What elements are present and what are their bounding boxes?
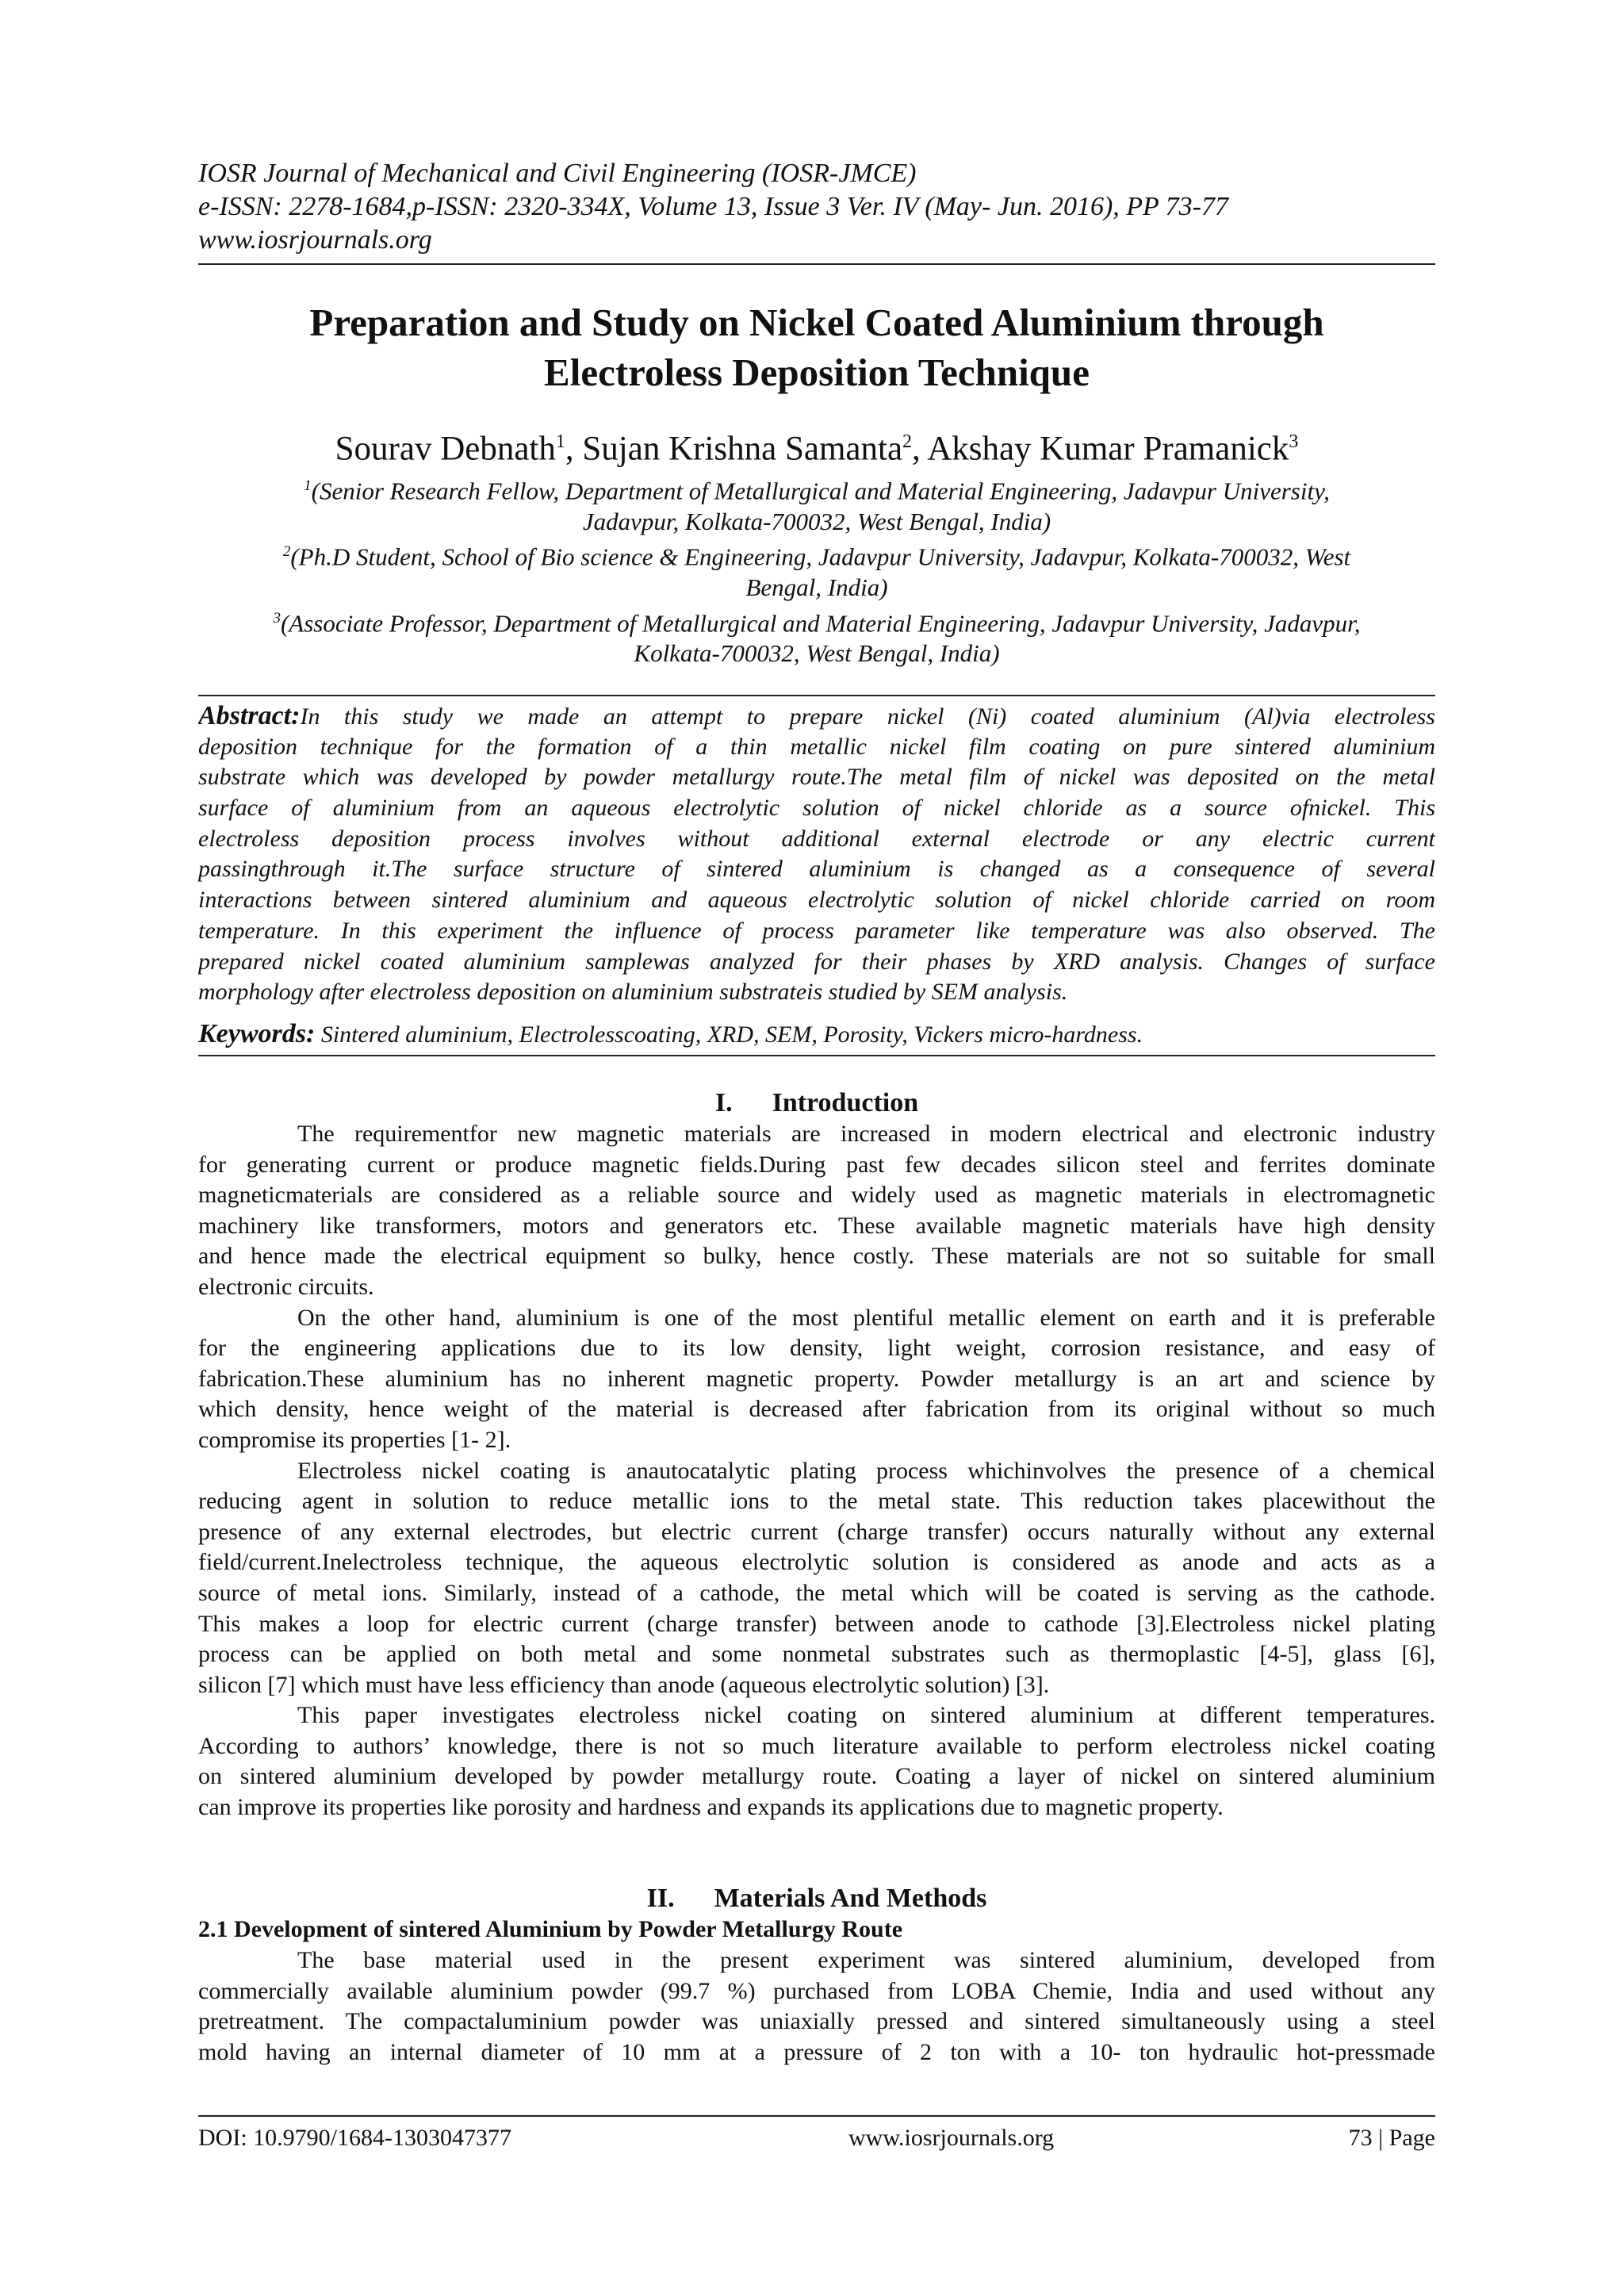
body-line: silicon [7] which must have less efficiency than anode (aqueous electrolytic solution) [3].	[198, 1671, 1050, 1698]
affil-text: (Senior Research Fellow, Department of Metallurgical and Material Engineering, Jadavpur University,	[311, 477, 1330, 505]
body-line: pretreatment. The compactaluminium powder was uniaxially pressed and sintered simultaneously using a steel	[198, 2008, 1435, 2035]
subsection-heading: 2.1 Development of sintered Aluminium by Powder Metallurgy Route	[198, 1916, 903, 1942]
keywords-label: Keywords:	[198, 1019, 316, 1048]
abstract-text: In this study we made an attempt to prepare nickel (Ni) coated aluminium (Al)via electroless	[300, 703, 1435, 730]
affiliation-3-line-2: Kolkata-700032, West Bengal, India)	[634, 639, 1000, 668]
body-line: compromise its properties [1- 2].	[198, 1426, 511, 1453]
body-line: source of metal ions. Similarly, instead of a cathode, the metal which will be coated is serving as the cathode.	[198, 1579, 1435, 1606]
journal-issn: e-ISSN: 2278-1684,p-ISSN: 2320-334X, Volume 13, Issue 3 Ver. IV (May- Jun. 2016), PP 73-77	[198, 192, 1229, 221]
section-title: Introduction	[772, 1088, 919, 1117]
title-line-2: Electroless Deposition Technique	[544, 351, 1090, 394]
header-rule	[198, 263, 1435, 265]
abstract-line	[198, 701, 1435, 732]
affil-mark: 2	[282, 543, 291, 561]
abstract-top-rule	[198, 695, 1435, 696]
section-heading-introduction	[198, 1087, 1435, 1119]
affiliation-2-line-1	[198, 537, 1435, 573]
affiliation-2-line-2: Bengal, India)	[745, 573, 888, 602]
abstract-line: electroless deposition process involves without additional external electrode or any electric current	[198, 825, 1435, 852]
body-line: This paper investigates electroless nickel coating on sintered aluminium at different temperatures.	[297, 1702, 1435, 1729]
paper-title	[198, 297, 1435, 397]
affiliation-3-line-1	[198, 604, 1435, 639]
body-line: field/current.Inelectroless technique, the aqueous electrolytic solution is considered as anode and acts as a	[198, 1549, 1435, 1576]
abstract-label: Abstract:	[198, 701, 301, 730]
body-line: On the other hand, aluminium is one of the most plentiful metallic element on earth and it is preferable	[297, 1304, 1435, 1331]
abstract-line: surface of aluminium from an aqueous electrolytic solution of nickel chloride as a source ofnickel. This	[198, 795, 1435, 822]
journal-name: IOSR Journal of Mechanical and Civil Engineering (IOSR-JMCE)	[198, 159, 917, 188]
section-number: II.	[646, 1884, 675, 1913]
title-line-1: Preparation and Study on Nickel Coated Aluminium through	[309, 301, 1324, 344]
footer-doi[interactable]: DOI: 10.9790/1684-1303047377	[198, 2125, 511, 2151]
body-line: This makes a loop for electric current (charge transfer) between anode to cathode [3].Electroless nickel plating	[198, 1610, 1435, 1637]
body-line: According to authors’ knowledge, there is not so much literature available to perform electroless nickel coating	[198, 1732, 1435, 1759]
author-list: Sourav Debnath$^1$, Sujan Krishna Samanta$^2$, Akshay Kumar Pramanick$^3$	[335, 430, 1299, 468]
body-line: which density, hence weight of the material is decreased after fabrication from its original without so much	[198, 1396, 1435, 1423]
body-line: process can be applied on both metal and some nonmetal substrates such as thermoplastic [4-5], glass [6],	[198, 1641, 1435, 1668]
author-affil-mark: 1	[555, 431, 565, 452]
body-line: The requirementfor new magnetic materials are increased in modern electrical and electronic industry	[297, 1121, 1435, 1147]
body-line: machinery like transformers, motors and generators etc. These available magnetic materials have high density	[198, 1212, 1435, 1239]
author-name: Akshay Kumar Pramanick	[927, 430, 1289, 468]
footer-website[interactable]: www.iosrjournals.org	[848, 2125, 1055, 2151]
body-line: on sintered aluminium developed by powder metallurgy route. Coating a layer of nickel on sintered aluminium	[198, 1763, 1435, 1790]
abstract-line: passingthrough it.The surface structure of sintered aluminium is changed as a consequence of several	[198, 856, 1435, 883]
body-line: for the engineering applications due to its low density, light weight, corrosion resistance, and easy of	[198, 1335, 1435, 1362]
section-heading-materials	[198, 1883, 1435, 1915]
body-line: commercially available aluminium powder (99.7 %) purchased from LOBA Chemie, India and used without any	[198, 1977, 1435, 2004]
keywords-text: Sintered aluminium, Electrolesscoating, XRD, SEM, Porosity, Vickers micro-hardness.	[315, 1022, 1143, 1048]
footer-rule	[198, 2115, 1435, 2117]
affil-text: (Associate Professor, Department of Metallurgical and Material Engineering, Jadavpur University, Jadavpur,	[280, 608, 1361, 637]
affil-text: (Ph.D Student, School of Bio science & Engineering, Jadavpur University, Jadavpur, Kolkata-700032, West	[290, 542, 1351, 571]
affiliation-1-line-1	[198, 471, 1435, 507]
body-line: reducing agent in solution to reduce metallic ions to the metal state. This reduction takes placewithout the	[198, 1488, 1435, 1515]
body-line: presence of any external electrodes, but electric current (charge transfer) occurs naturally without any external	[198, 1518, 1435, 1545]
body-line: electronic circuits.	[198, 1273, 374, 1300]
abstract-line: prepared nickel coated aluminium samplewas analyzed for their phases by XRD analysis. Changes of surface	[198, 948, 1435, 975]
journal-header	[198, 157, 1435, 257]
body-line: and hence made the electrical equipment so bulky, hence costly. These materials are not so suitable for small	[198, 1243, 1435, 1270]
journal-website[interactable]: www.iosrjournals.org	[198, 225, 432, 255]
abstract-line: temperature. In this experiment the influence of process parameter like temperature was also observed. The	[198, 917, 1435, 944]
affil-mark: 3	[273, 609, 281, 627]
body-line: for generating current or produce magnetic fields.During past few decades silicon steel and ferrites dominate	[198, 1151, 1435, 1178]
abstract-line: morphology after electroless deposition on aluminium substrateis studied by SEM analysis.	[198, 979, 1068, 1006]
affiliations	[198, 471, 1435, 669]
author-affil-mark: 2	[902, 431, 913, 452]
abstract-line: interactions between sintered aluminium and aqueous electrolytic solution of nickel chloride carried on room	[198, 887, 1435, 914]
affiliation-1-line-2: Jadavpur, Kolkata-700032, West Bengal, India)	[582, 507, 1051, 535]
author-name: Sujan Krishna Samanta	[582, 430, 903, 468]
body-line: can improve its properties like porosity and hardness and expands its applications due to magnetic property.	[198, 1794, 1224, 1821]
section-number: I.	[714, 1088, 733, 1117]
abstract-bottom-rule	[198, 1055, 1435, 1056]
body-line: magneticmaterials are considered as a reliable source and widely used as magnetic materials in electromagnetic	[198, 1182, 1435, 1209]
author-affil-mark: 3	[1289, 431, 1299, 452]
body-line: fabrication.These aluminium has no inherent magnetic property. Powder metallurgy is an art and science by	[198, 1365, 1435, 1392]
materials-body	[198, 1945, 1435, 2068]
abstract	[198, 701, 1435, 1008]
author-name: Sourav Debnath	[335, 430, 556, 468]
abstract-line: deposition technique for the formation of a thin metallic nickel film coating on pure sintered aluminium	[198, 733, 1435, 760]
body-line: Electroless nickel coating is anautocatalytic plating process whichinvolves the presence of a chemical	[297, 1457, 1435, 1484]
keywords	[198, 1018, 1435, 1051]
introduction-body	[198, 1119, 1435, 1823]
footer-page-number: 73 | Page	[1348, 2125, 1435, 2151]
body-line: mold having an internal diameter of 10 mm at a pressure of 2 ton with a 10- ton hydraulic hot-pressmade	[198, 2038, 1435, 2065]
section-title: Materials And Methods	[714, 1884, 987, 1913]
affil-mark: 1	[304, 477, 312, 494]
abstract-line: substrate which was developed by powder metallurgy route.The metal film of nickel was deposited on the metal	[198, 764, 1435, 791]
body-line: The base material used in the present experiment was sintered aluminium, developed from	[297, 1947, 1435, 1973]
